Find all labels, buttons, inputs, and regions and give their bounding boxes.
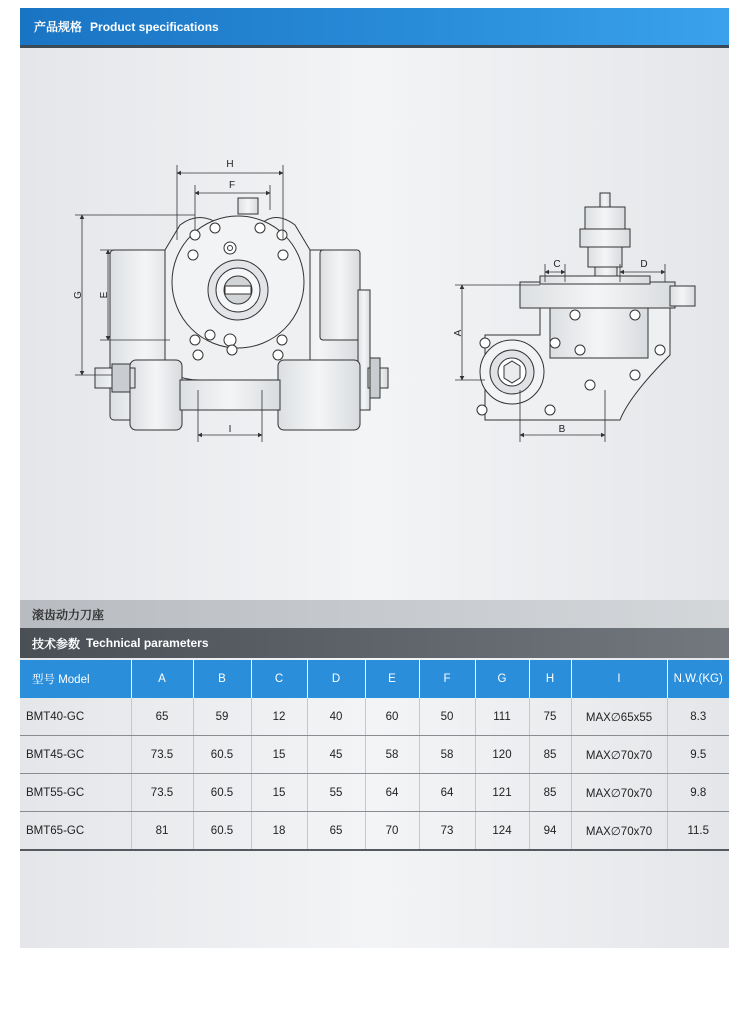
cell-model: BMT65-GC: [20, 812, 131, 851]
cell-c: 12: [251, 698, 307, 736]
cell-i: MAX∅70x70: [571, 774, 667, 812]
technical-drawing: [20, 50, 729, 590]
cell-d: 65: [307, 812, 365, 851]
table-row: [20, 774, 729, 812]
cell-e: 70: [365, 812, 419, 851]
header-bar: [20, 8, 729, 48]
params-bar: [20, 628, 729, 658]
cell-f: 58: [419, 736, 475, 774]
cell-b: 60.5: [193, 736, 251, 774]
dim-label-g: G: [73, 291, 84, 299]
cell-e: 64: [365, 774, 419, 812]
col-header-e: E: [365, 660, 419, 698]
col-header-h: H: [529, 660, 571, 698]
table-row: [20, 812, 729, 851]
cell-h: 75: [529, 698, 571, 736]
table-header-row: [20, 660, 729, 698]
cell-f: 73: [419, 812, 475, 851]
header-title-en: Product specifications: [90, 19, 219, 34]
cell-model: BMT55-GC: [20, 774, 131, 812]
cell-nw: 11.5: [667, 812, 729, 851]
cell-g: 124: [475, 812, 529, 851]
col-header-i: I: [571, 660, 667, 698]
col-header-nw: N.W.(KG): [667, 660, 729, 698]
col-header-b: B: [193, 660, 251, 698]
cell-model: BMT40-GC: [20, 698, 131, 736]
cell-a: 65: [131, 698, 193, 736]
cell-h: 94: [529, 812, 571, 851]
cell-model: BMT45-GC: [20, 736, 131, 774]
cell-f: 64: [419, 774, 475, 812]
dim-label-b: B: [558, 424, 566, 435]
cell-b: 60.5: [193, 812, 251, 851]
cell-f: 50: [419, 698, 475, 736]
cell-b: 59: [193, 698, 251, 736]
cell-d: 40: [307, 698, 365, 736]
dim-label-d: D: [640, 259, 648, 270]
dim-label-a: A: [453, 329, 464, 337]
col-header-model: 型号 Model: [20, 660, 131, 698]
cell-d: 45: [307, 736, 365, 774]
side-view: [477, 193, 695, 420]
col-header-d: D: [307, 660, 365, 698]
cell-i: MAX∅70x70: [571, 736, 667, 774]
cell-g: 120: [475, 736, 529, 774]
table-row: [20, 736, 729, 774]
cell-i: MAX∅65x55: [571, 698, 667, 736]
cell-h: 85: [529, 774, 571, 812]
product-name: 滚齿动力刀座: [32, 607, 105, 622]
cell-nw: 8.3: [667, 698, 729, 736]
col-header-g: G: [475, 660, 529, 698]
table-row: [20, 698, 729, 736]
cell-e: 60: [365, 698, 419, 736]
cell-h: 85: [529, 736, 571, 774]
cell-a: 81: [131, 812, 193, 851]
spec-table: [20, 660, 729, 851]
cell-e: 58: [365, 736, 419, 774]
params-title-en: Technical parameters: [86, 636, 209, 650]
header-title-cn: 产品规格: [34, 20, 83, 34]
dim-label-f: F: [228, 180, 236, 191]
cell-c: 18: [251, 812, 307, 851]
front-view: [95, 198, 388, 430]
cell-d: 55: [307, 774, 365, 812]
cell-c: 15: [251, 736, 307, 774]
cell-a: 73.5: [131, 774, 193, 812]
dim-label-h: H: [226, 159, 234, 170]
cell-i: MAX∅70x70: [571, 812, 667, 851]
col-header-f: F: [419, 660, 475, 698]
cell-c: 15: [251, 774, 307, 812]
cell-nw: 9.5: [667, 736, 729, 774]
cell-nw: 9.8: [667, 774, 729, 812]
product-name-bar: [20, 600, 729, 628]
dim-label-e: E: [99, 291, 110, 299]
cell-a: 73.5: [131, 736, 193, 774]
col-header-a: A: [131, 660, 193, 698]
cell-g: 111: [475, 698, 529, 736]
dim-label-i: I: [228, 424, 232, 435]
dim-label-c: C: [553, 259, 561, 270]
cell-g: 121: [475, 774, 529, 812]
params-title-cn: 技术参数: [32, 636, 81, 651]
cell-b: 60.5: [193, 774, 251, 812]
col-header-c: C: [251, 660, 307, 698]
